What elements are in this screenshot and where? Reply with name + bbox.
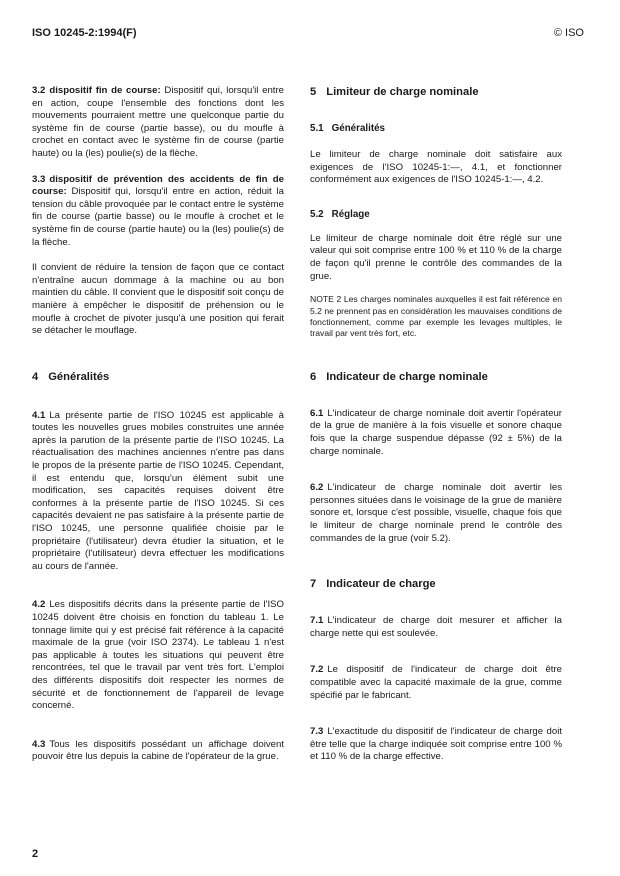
heading-title: Limiteur de charge nominale (326, 86, 479, 98)
subsection-heading-5-2 (310, 209, 562, 221)
clause-3-2 (32, 85, 284, 161)
section-heading-4 (32, 370, 284, 384)
copyright-mark: © ISO (553, 27, 584, 39)
heading-title: Généralités (48, 370, 110, 383)
clause-4-2 (32, 599, 284, 712)
clause-number: 6.1 (310, 407, 324, 419)
clause-number: 4.3 (32, 738, 46, 750)
document-id: ISO 10245-2:1994(F) (32, 27, 137, 39)
clause-4-3 (32, 739, 284, 764)
term: dispositif de prévention des accidents de fin de course: (32, 173, 284, 198)
clause-text: L'indicateur de charge nominale doit avertir l'opérateur de la grue de manière à la fois visuelle et sonore chaque fois que la charge suspendue dépasse (92 ± 5%) de la charge nominale. (310, 407, 562, 457)
section-heading-6 (310, 370, 562, 384)
clause-number: 4.2 (32, 599, 46, 611)
section-heading-7 (310, 577, 562, 591)
heading-number: 6 (310, 370, 317, 383)
heading-number: 5.1 (310, 123, 324, 134)
clause-text: Les dispositifs décrits dans la présente partie de l'ISO 10245 doivent être choisis en fonction du tableau 1. Le tonnage limite qui y est précisé fait référence à la capacité maximale de la grue (voir ISO 2374). Le tableau 1 n'est pas applicable à toutes les situations qui peuvent être rencontrées, tel que le travail par vent très fort. L'emploi des différents dispositifs doit respecter les normes de sécurité et de fonctionnement de l'appareil de levage concerné. (32, 599, 284, 712)
clause-text: L'indicateur de charge doit mesurer et afficher la charge nette qui est soulevée. (310, 615, 562, 639)
clause-number: 6.2 (310, 482, 324, 494)
clause-text: L'exactitude du dispositif de l'indicateur de charge doit être telle que la charge indiquée soit comprise entre 100 % et 110 % de la charge effective. (310, 726, 562, 763)
clause-7-2 (310, 664, 562, 702)
heading-number: 5 (310, 86, 317, 98)
heading-number: 7 (310, 578, 317, 591)
heading-number: 4 (32, 370, 39, 383)
heading-title: Généralités (331, 123, 385, 134)
right-column (310, 85, 562, 764)
clause-number: 7.2 (310, 664, 324, 676)
section-heading-5 (310, 85, 562, 99)
clause-7-3 (310, 726, 562, 764)
subsection-heading-5-1 (310, 123, 562, 135)
heading-title: Réglage (331, 208, 370, 220)
note-2: NOTE 2 Les charges nominales auxquelles il est fait référence en 5.2 ne prennent pas en considération les mauvaises conditions de fonctionnement, comme par exemple les levages multiples, le travail par vent très fort, etc. (310, 294, 562, 339)
clause-number: 3.2 (32, 85, 46, 96)
clause-6-2 (310, 482, 562, 545)
heading-number: 5.2 (310, 208, 324, 220)
heading-title: Indicateur de charge nominale (326, 370, 488, 383)
term: dispositif fin de course: (49, 85, 161, 96)
clause-number: 7.3 (310, 726, 324, 738)
paragraph-tension: Il convient de réduire la tension de façon que ce contact n'entraîne aucun dommage à la machine ou au bon maintien du câble. Il convient que le dispositif soit conçu de manière à empêcher le dispositif de préhension ou le moufle à crochet de pivoter jusqu'à une position qui ferait se détacher le mouflage. (32, 262, 284, 337)
clause-number: 4.1 (32, 409, 46, 421)
clause-text: La présente partie de l'ISO 10245 est applicable à toutes les nouvelles grues mobiles construites une année après la parution de la présente partie de l'ISO 10245. La réactualisation des machines anciennes n'entre pas dans le propos de la présente partie de l'ISO 10245. Cependant, il est entendu que, lorsqu'un élément subit une modification, ses capacités requises doivent être conformes à la présente partie de l'ISO 10245. Si ces capacités devaient ne pas satisfaire à la présente partie de l'ISO 10245, une personne qualifiée choisie par le propriétaire (l'utilisateur) devra étudier la situation, et le propriétaire (l'utilisateur) devra effectuer les modifications au cours de l'année. (32, 409, 284, 572)
left-column (32, 85, 284, 764)
paragraph-5-2: Le limiteur de charge nominale doit être réglé sur une valeur qui soit comprise entre 100 % et 110 % de la charge de façon qu'il prenne le contrôle des commandes de la grue. (310, 232, 562, 282)
clause-4-1 (32, 410, 284, 574)
clause-text: Dispositif qui, lorsqu'il entre en action, réduit la tension du câble provoquée par le contact entre le système fin de course (partie basse) ou le moufle à crochet et le système fin de course (partie haute) ou la (les) poulie(s) de la flèche. (32, 186, 284, 248)
clause-3-3 (32, 174, 284, 250)
clause-text: L'indicateur de charge nominale doit avertir les personnes situées dans le voisinage de la grue de manière sonore et, lorsque c'est possible, visuelle, chaque fois que le limiteur de charge nominale prend le contrôle des commandes de la grue (voir 5.2). (310, 482, 562, 544)
clause-6-1 (310, 408, 562, 458)
page-number: 2 (32, 848, 39, 860)
clause-7-1 (310, 615, 562, 640)
paragraph-5-1: Le limiteur de charge nominale doit satisfaire aux exigences de l'ISO 10245-1:—, 4.1, et fonctionner conformément aux exigences de l'ISO 10245-1:—, 4.2. (310, 149, 562, 186)
clause-number: 7.1 (310, 615, 324, 627)
clause-text: Le dispositif de l'indicateur de charge doit être compatible avec la capacité maximale de la grue, comme spécifié par le fabricant. (310, 664, 562, 701)
clause-text: Dispositif qui, lorsqu'il entre en action, coupe l'ensemble des fonctions dont les mouvements pourraient mettre une quelconque partie du système fin de course (partie basse), ou du moufle à crochet en contact avec le système fin de course (partie haute) ou la (les) poulie(s) de la flèche. (32, 85, 284, 159)
heading-title: Indicateur de charge (326, 578, 436, 591)
clause-number: 3.3 (32, 173, 46, 185)
clause-text: Tous les dispositifs possédant un affichage doivent pouvoir être lus depuis la cabine de l'opérateur de la grue. (32, 738, 284, 763)
